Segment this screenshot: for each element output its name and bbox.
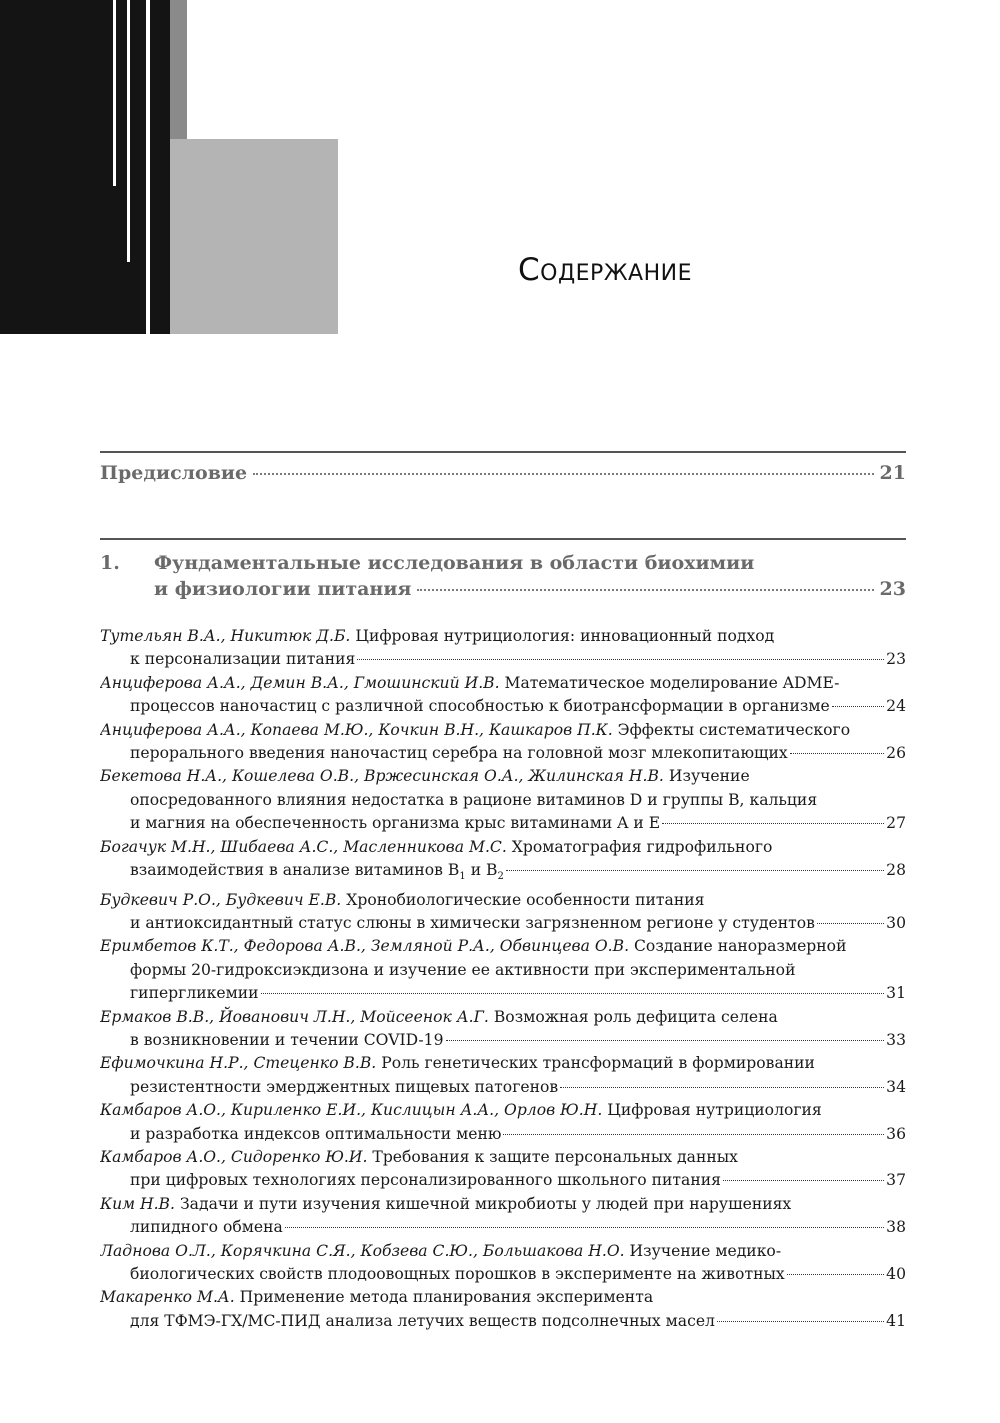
entry-title-line: резистентности эмерджентных пищевых патогенов (130, 1077, 559, 1096)
entry-title-line: Цифровая нутрициология: инновационный подход (355, 627, 775, 645)
entry-page: 33 (886, 1031, 906, 1050)
section-page: 23 (879, 578, 906, 600)
entry-title-line: Хроматография гидрофильного (511, 837, 773, 856)
entry-title-line: при цифровых технологиях персонализированного школьного питания (130, 1171, 721, 1190)
toc-entry[interactable] (100, 765, 906, 835)
entry-title-line: для ТФМЭ-ГХ/МС-ПИД анализа летучих веществ подсолнечных масел (130, 1311, 715, 1330)
entry-title-line: процессов наночастиц с различной способностью к биотрансформации в организме (130, 697, 830, 716)
leader-dots (506, 870, 884, 871)
subscript: 1 (459, 871, 466, 883)
entry-title-line: и разработка индексов оптимальности меню (130, 1124, 502, 1143)
preface-page: 21 (879, 462, 906, 484)
preface-label: Предисловие (100, 462, 248, 484)
decorative-dark-gray-block (170, 0, 187, 140)
toc-entry[interactable] (100, 625, 906, 672)
toc-entry[interactable] (100, 935, 906, 1005)
decorative-stripe (127, 0, 130, 262)
entry-title-line: Цифровая нутрициология (607, 1101, 822, 1120)
entry-authors: Камбаров А.О., Кириленко Е.И., Кислицын А.А., Орлов Ю.Н. (100, 1101, 603, 1120)
toc-entry[interactable] (100, 1193, 906, 1240)
entry-title-line: и антиоксидантный статус слюны в химически загрязненном регионе у студентов (130, 913, 815, 932)
entry-page: 23 (886, 650, 906, 669)
decorative-light-gray-block (170, 139, 338, 334)
entry-authors: Анциферова А.А., Копаева М.Ю., Кочкин В.Н., Кашкаров П.К. (100, 720, 613, 739)
entry-authors: Тутельян В.А., Никитюк Д.Б. (100, 627, 351, 645)
entry-title-line: Математическое моделирование ADME- (504, 673, 840, 692)
entry-page: 24 (886, 697, 906, 716)
leader-dots (357, 659, 884, 660)
entry-authors: Макаренко М.А. (100, 1288, 235, 1307)
page-title: Содержание (518, 252, 692, 288)
entry-title-line: липидного обмена (130, 1218, 283, 1237)
entry-authors: Будкевич Р.О., Будкевич Е.В. (100, 890, 342, 909)
leader-dots (717, 1321, 884, 1322)
leader-dots (261, 993, 885, 994)
entry-title-line: Создание наноразмерной (634, 937, 847, 956)
entry-title-line: взаимодействия в анализе витаминов B (130, 861, 460, 880)
entry-page: 27 (886, 814, 906, 833)
entry-page: 34 (886, 1077, 906, 1096)
toc-entry[interactable] (100, 1286, 906, 1333)
leader-dots (285, 1227, 884, 1228)
entry-title-line: биологических свойств плодоовощных порошков в эксперименте на животных (130, 1265, 785, 1284)
entry-authors: Бекетова Н.А., Кошелева О.В., Вржесинская О.А., Жилинская Н.В. (100, 767, 664, 786)
toc-entries-list (100, 625, 906, 1333)
entry-authors: Камбаров А.О., Сидоренко Ю.И. (100, 1148, 368, 1167)
toc-entry[interactable] (100, 1006, 906, 1053)
entry-page: 40 (886, 1265, 906, 1284)
leader-dots (503, 1134, 884, 1135)
toc-preface[interactable] (100, 462, 906, 484)
decorative-stripe (113, 0, 116, 186)
entry-title-line: Применение метода планирования эксперимента (239, 1288, 654, 1307)
entry-authors: Ладнова О.Л., Корячкина С.Я., Кобзева С.Ю., Большакова Н.О. (100, 1241, 625, 1260)
leader-dots (790, 753, 884, 754)
subscript: 2 (497, 871, 504, 883)
toc-entry[interactable] (100, 1099, 906, 1146)
entry-title-line: Изучение (668, 767, 750, 786)
leader-dots (817, 923, 884, 924)
entry-page: 36 (886, 1124, 906, 1143)
entry-title-line: в возникновении и течении COVID-19 (130, 1031, 444, 1050)
leader-dots (832, 706, 884, 707)
entry-title-line: Изучение медико- (629, 1241, 782, 1260)
entry-title-line: к персонализации питания (130, 650, 356, 669)
entry-title-line: Эффекты систематического (617, 720, 851, 739)
toc-entry[interactable] (100, 836, 906, 889)
entry-title-line: Требования к защите персональных данных (372, 1148, 738, 1167)
toc-entry[interactable] (100, 1240, 906, 1287)
section-title-line1: Фундаментальные исследования в области биохимии (154, 552, 755, 574)
toc-entry[interactable] (100, 889, 906, 936)
toc-entry[interactable] (100, 1146, 906, 1193)
divider (100, 538, 906, 540)
toc-entry[interactable] (100, 672, 906, 719)
leader-dots (560, 1087, 884, 1088)
decorative-stripe (146, 0, 150, 334)
toc-entry[interactable] (100, 1052, 906, 1099)
section-title-line2: и физиологии питания (154, 578, 412, 600)
entry-title-line: опосредованного влияния недостатка в рационе витаминов D и группы B, кальция (130, 790, 818, 809)
entry-title-line: Возможная роль дефицита селена (493, 1007, 778, 1026)
entry-title-line: и B (465, 861, 498, 880)
entry-authors: Богачук М.Н., Шибаева А.С., Масленникова М.С. (100, 837, 507, 856)
leader-dots (446, 1040, 885, 1041)
leader-dots (723, 1180, 884, 1181)
leader-dots (417, 589, 873, 591)
leader-dots (787, 1274, 884, 1275)
entry-title-line: и магния на обеспеченность организма крыс витаминами A и E (130, 814, 661, 833)
section-number: 1. (100, 552, 120, 574)
entry-authors: Анциферова А.А., Демин В.А., Гмошинский И.В. (100, 673, 500, 692)
entry-authors: Ефимочкина Н.Р., Стеценко В.В. (100, 1054, 377, 1073)
entry-page: 31 (886, 984, 906, 1003)
decorative-black-block (0, 0, 170, 334)
entry-title-line: Роль генетических трансформаций в формировании (381, 1054, 815, 1073)
divider (100, 451, 906, 453)
leader-dots (662, 823, 884, 824)
entry-title-line: перорального введения наночастиц серебра на головной мозг млекопитающих (130, 744, 788, 763)
entry-page: 41 (886, 1311, 906, 1330)
entry-title-line: Задачи и пути изучения кишечной микробиоты у людей при нарушениях (179, 1194, 792, 1213)
entry-page: 26 (886, 744, 906, 763)
entry-page: 28 (886, 861, 906, 880)
entry-authors: Ермаков В.В., Йованович Л.Н., Мойсеенок А.Г. (100, 1007, 489, 1026)
leader-dots (253, 473, 873, 475)
entry-page: 30 (886, 913, 906, 932)
toc-entry[interactable] (100, 719, 906, 766)
entry-authors: Еримбетов К.Т., Федорова А.В., Земляной Р.А., Обвинцева О.В. (100, 937, 630, 956)
entry-page: 37 (886, 1171, 906, 1190)
entry-title-line: гипергликемии (130, 984, 259, 1003)
entry-authors: Ким Н.В. (100, 1194, 175, 1213)
entry-title-line: формы 20-гидроксиэкдизона и изучение ее активности при экспериментальной (130, 960, 796, 979)
entry-page: 38 (886, 1218, 906, 1237)
entry-title-line: Хронобиологические особенности питания (346, 890, 705, 909)
